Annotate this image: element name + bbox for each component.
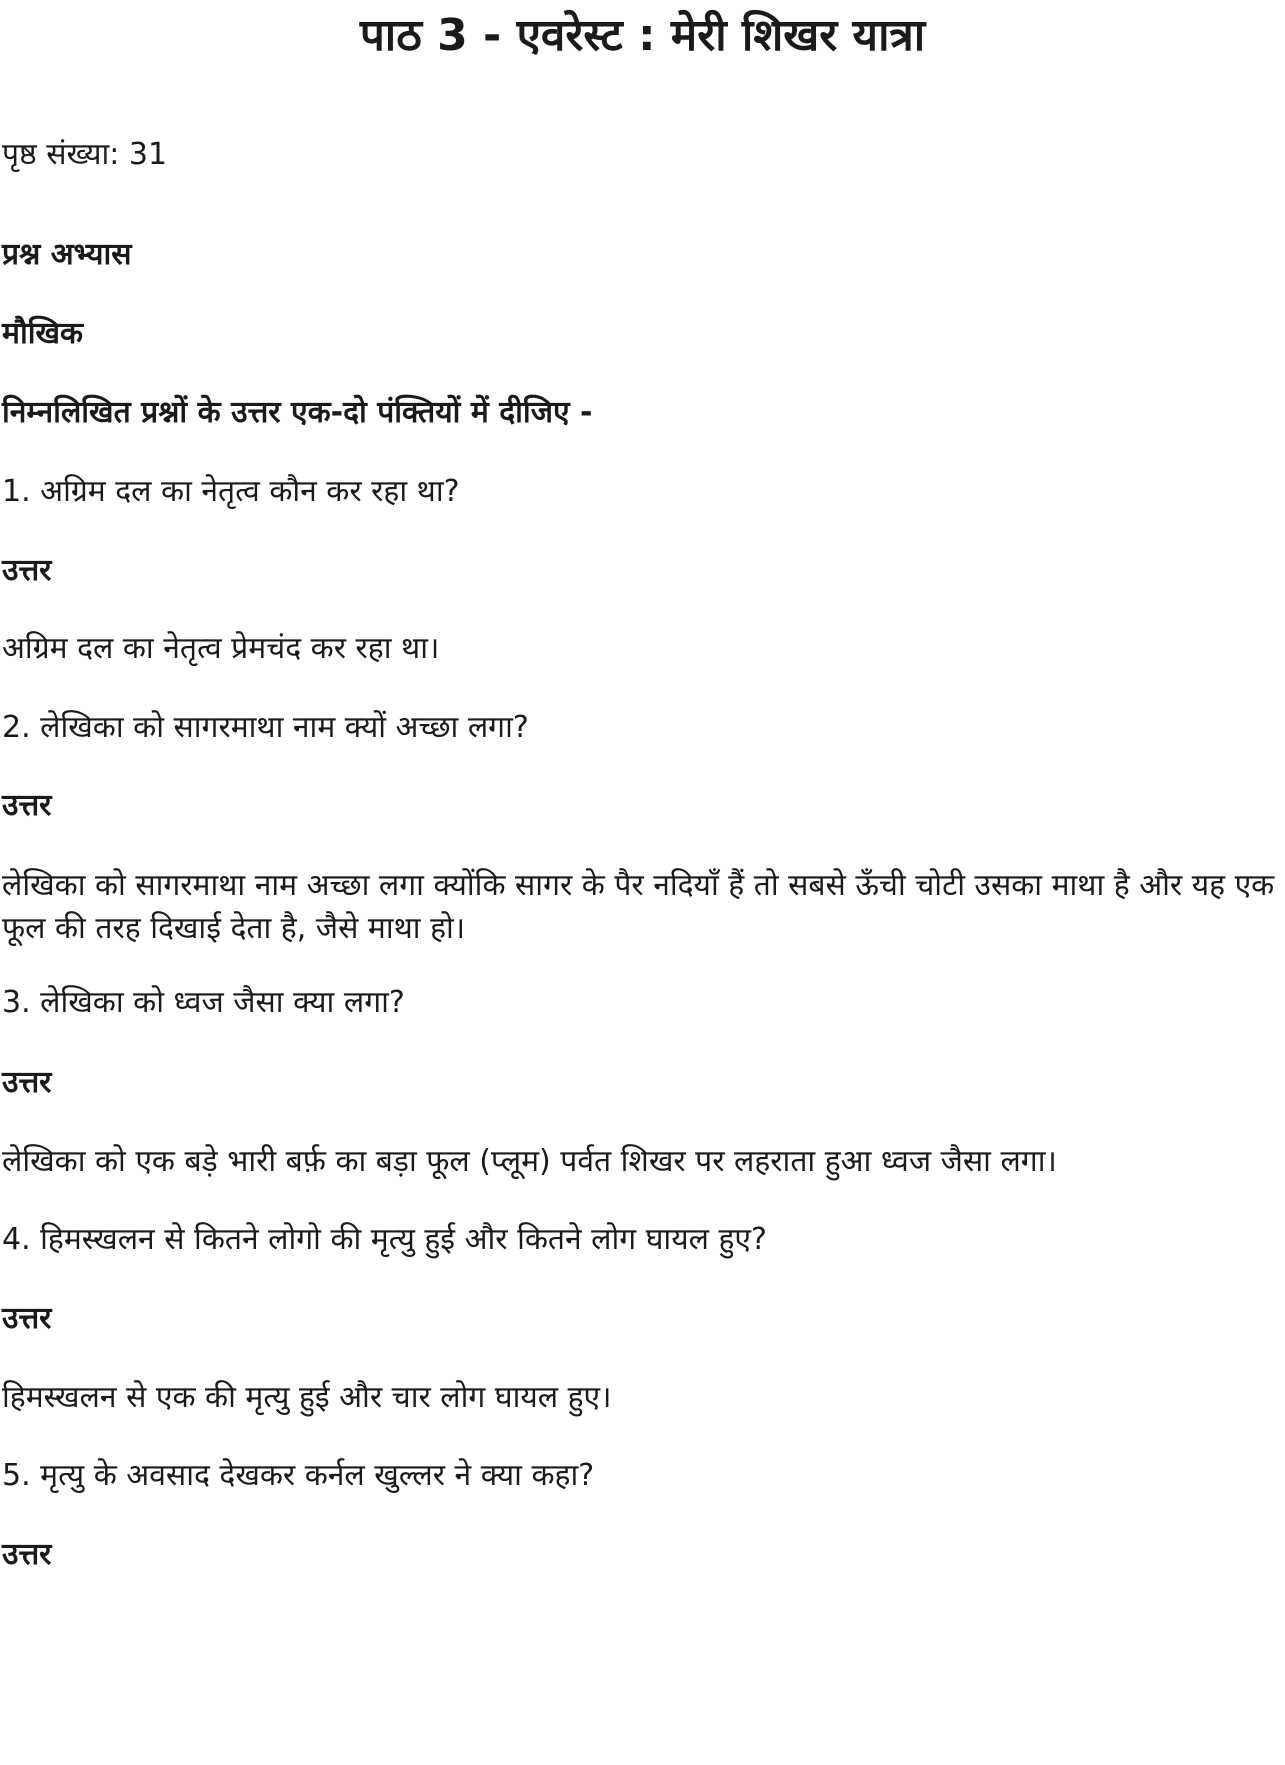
- answer-4: हिमस्खलन से एक की मृत्यु हुई और चार लोग घायल हुए।: [2, 1380, 612, 1415]
- page-title: पाठ 3 - एवरेस्ट : मेरी शिखर यात्रा: [359, 10, 926, 61]
- answer-2: लेखिका को सागरमाथा नाम अच्छा लगा क्योंकि सागर के पैर नदियाँ हैं तो सबसे ऊँची चोटी उसका माथा है और यह एक फूल की तरह दिखाई देता है, जैसे माथा हो।: [2, 868, 1275, 946]
- answer-1: अग्रिम दल का नेतृत्व प्रेमचंद कर रहा था।: [2, 631, 440, 666]
- question-3: 3. लेखिका को ध्वज जैसा क्या लगा?: [2, 985, 405, 1020]
- instruction-heading: निम्नलिखित प्रश्नों के उत्तर एक-दो पंक्तियों में दीजिए -: [2, 395, 593, 430]
- answer-3: लेखिका को एक बड़े भारी बर्फ़ का बड़ा फूल (प्लूम) पर्वत शिखर पर लहराता हुआ ध्वज जैसा लगा।: [2, 1144, 1057, 1179]
- answer-label-2: उत्तर: [2, 788, 52, 823]
- answer-label-1: उत्तर: [2, 553, 52, 588]
- section-heading: प्रश्न अभ्यास: [2, 237, 132, 272]
- question-5: 5. मृत्यु के अवसाद देखकर कर्नल खुल्लर ने क्या कहा?: [2, 1458, 595, 1493]
- question-4: 4. हिमस्खलन से कितने लोगो की मृत्यु हुई और कितने लोग घायल हुए?: [2, 1222, 767, 1257]
- question-1: 1. अग्रिम दल का नेतृत्व कौन कर रहा था?: [2, 474, 460, 509]
- subsection-heading: मौखिक: [2, 316, 84, 351]
- answer-label-5: उत्तर: [2, 1537, 52, 1572]
- answer-label-3: उत्तर: [2, 1065, 52, 1100]
- question-2: 2. लेखिका को सागरमाथा नाम क्यों अच्छा लगा?: [2, 710, 529, 745]
- page-number: पृष्ठ संख्या: 31: [2, 137, 168, 172]
- answer-label-4: उत्तर: [2, 1301, 52, 1336]
